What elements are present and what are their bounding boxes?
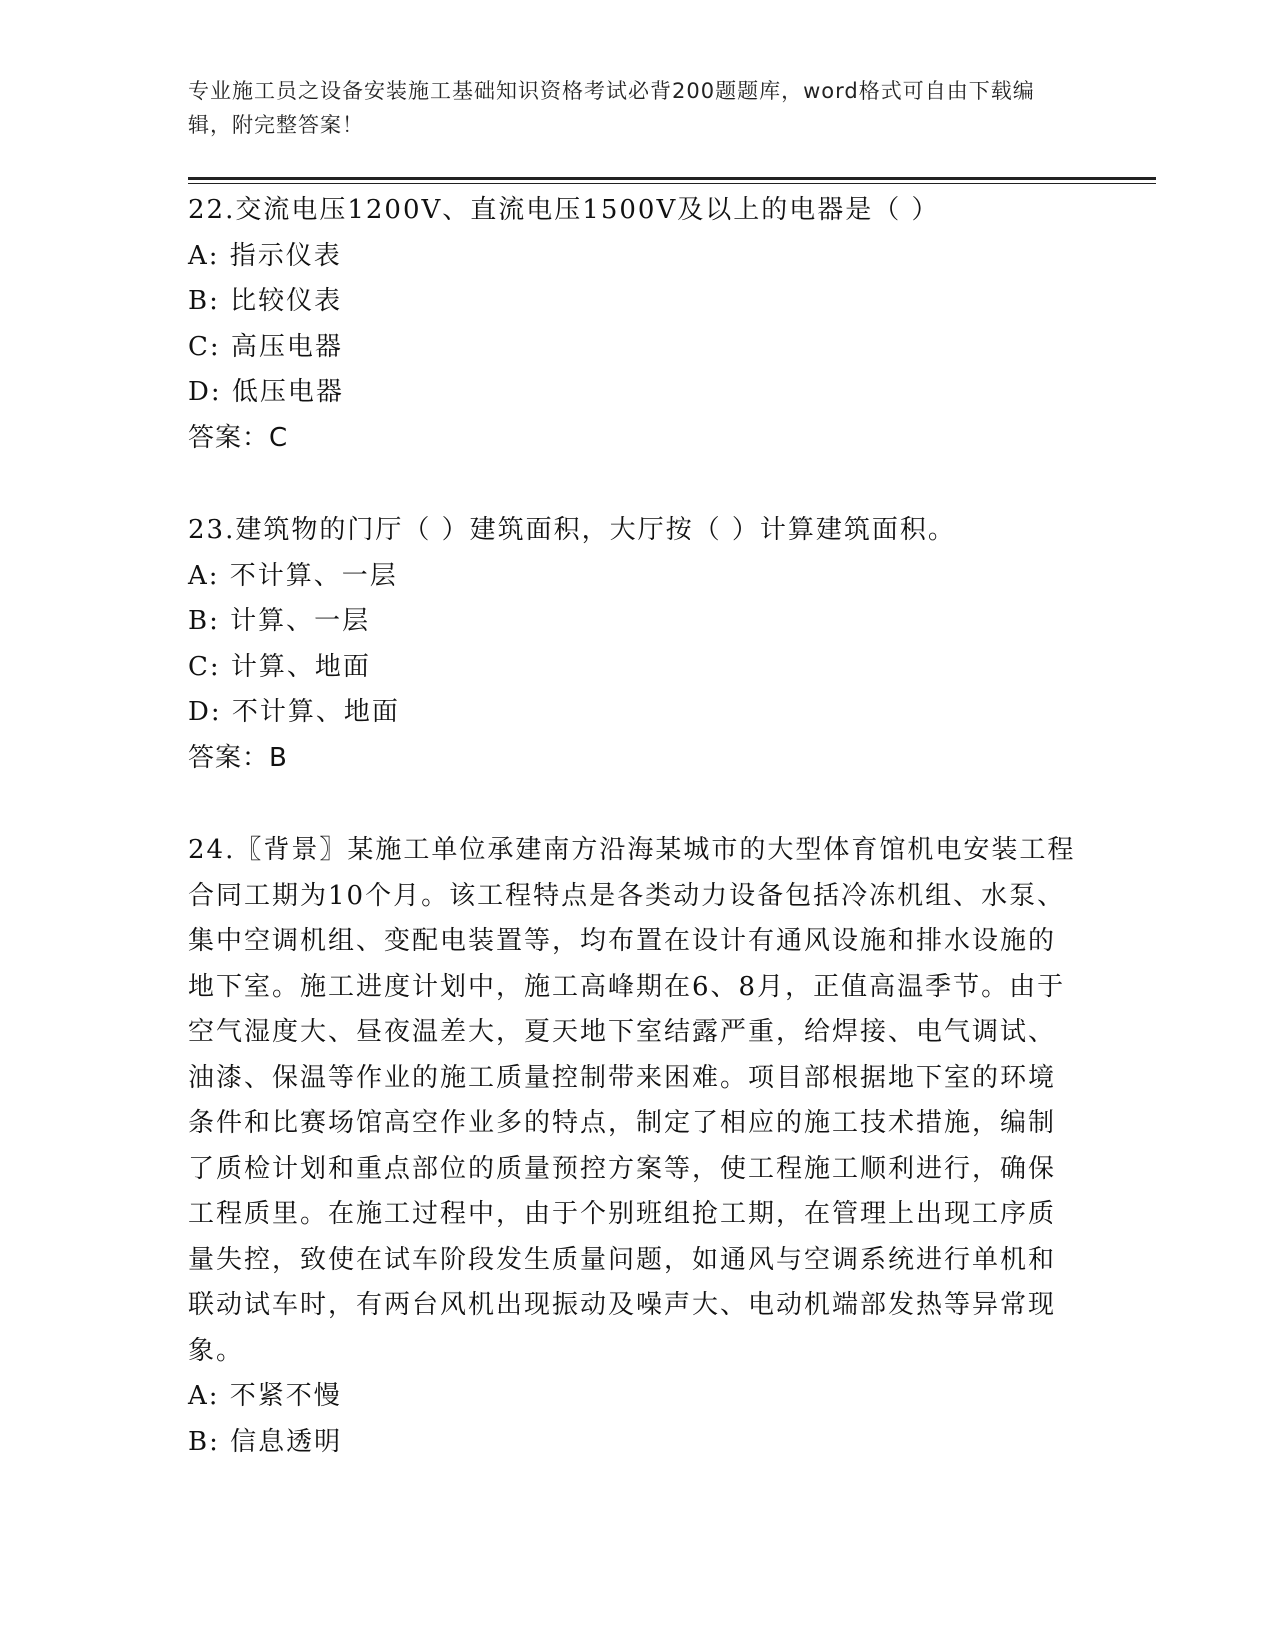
- header-rule-thick: [188, 177, 1156, 180]
- document-header: 专业施工员之设备安装施工基础知识资格考试必背200题题库，word格式可自由下载编辑，附完整答案！: [188, 79, 1035, 137]
- option-b: B: 信息透明: [188, 1426, 343, 1457]
- question-22: [188, 188, 1078, 461]
- question-stem: 23.建筑物的门厅（ ）建筑面积，大厅按（ ）计算建筑面积。: [188, 515, 956, 545]
- option-a: A: 不紧不慢: [188, 1381, 342, 1411]
- answer: 答案：B: [188, 742, 288, 773]
- question-24: [188, 828, 1078, 1465]
- option-a: A: 指示仪表: [188, 240, 342, 271]
- option-c: C: 计算、地面: [188, 651, 371, 682]
- option-d: D: 低压电器: [188, 377, 344, 407]
- option-b: B: 计算、一层: [188, 606, 371, 636]
- option-a: A: 不计算、一层: [188, 560, 398, 591]
- option-c: C: 高压电器: [188, 331, 343, 362]
- question-stem: 22.交流电压1200V、直流电压1500V及以上的电器是（ ）: [188, 195, 940, 225]
- question-stem: 24.〖背景〗某施工单位承建南方沿海某城市的大型体育馆机电安装工程合同工期为10个月。该工程特点是各类动力设备包括冷冻机组、水泵、集中空调机组、变配电装置等，均布置在设计有通风设施和排水设施的地下室。施工进度计划中，施工高峰期在6、8月，正值高温季节。由于空气湿度大、昼夜温差大，夏天地下室结露严重，给焊接、电气调试、油漆、保温等作业的施工质量控制带来困难。项目部根据地下室的环境条件和比赛场馆高空作业多的特点，制定了相应的施工技术措施，编制了质检计划和重点部位的质量预控方案等，使工程施工顺利进行，确保工程质里。在施工过程中，由于个别班组抢工期，在管理上出现工序质量失控，致使在试车阶段发生质量问题，如通风与空调系统进行单机和联动试车时，有两台风机出现振动及噪声大、电动机端部发热等异常现象。: [188, 835, 1076, 1366]
- header-rule-thin: [188, 183, 1156, 184]
- option-b: B: 比较仪表: [188, 286, 343, 316]
- question-23: [188, 508, 1078, 781]
- answer: 答案：C: [188, 422, 289, 453]
- option-d: D: 不计算、地面: [188, 697, 400, 727]
- question-list: [188, 188, 1078, 1512]
